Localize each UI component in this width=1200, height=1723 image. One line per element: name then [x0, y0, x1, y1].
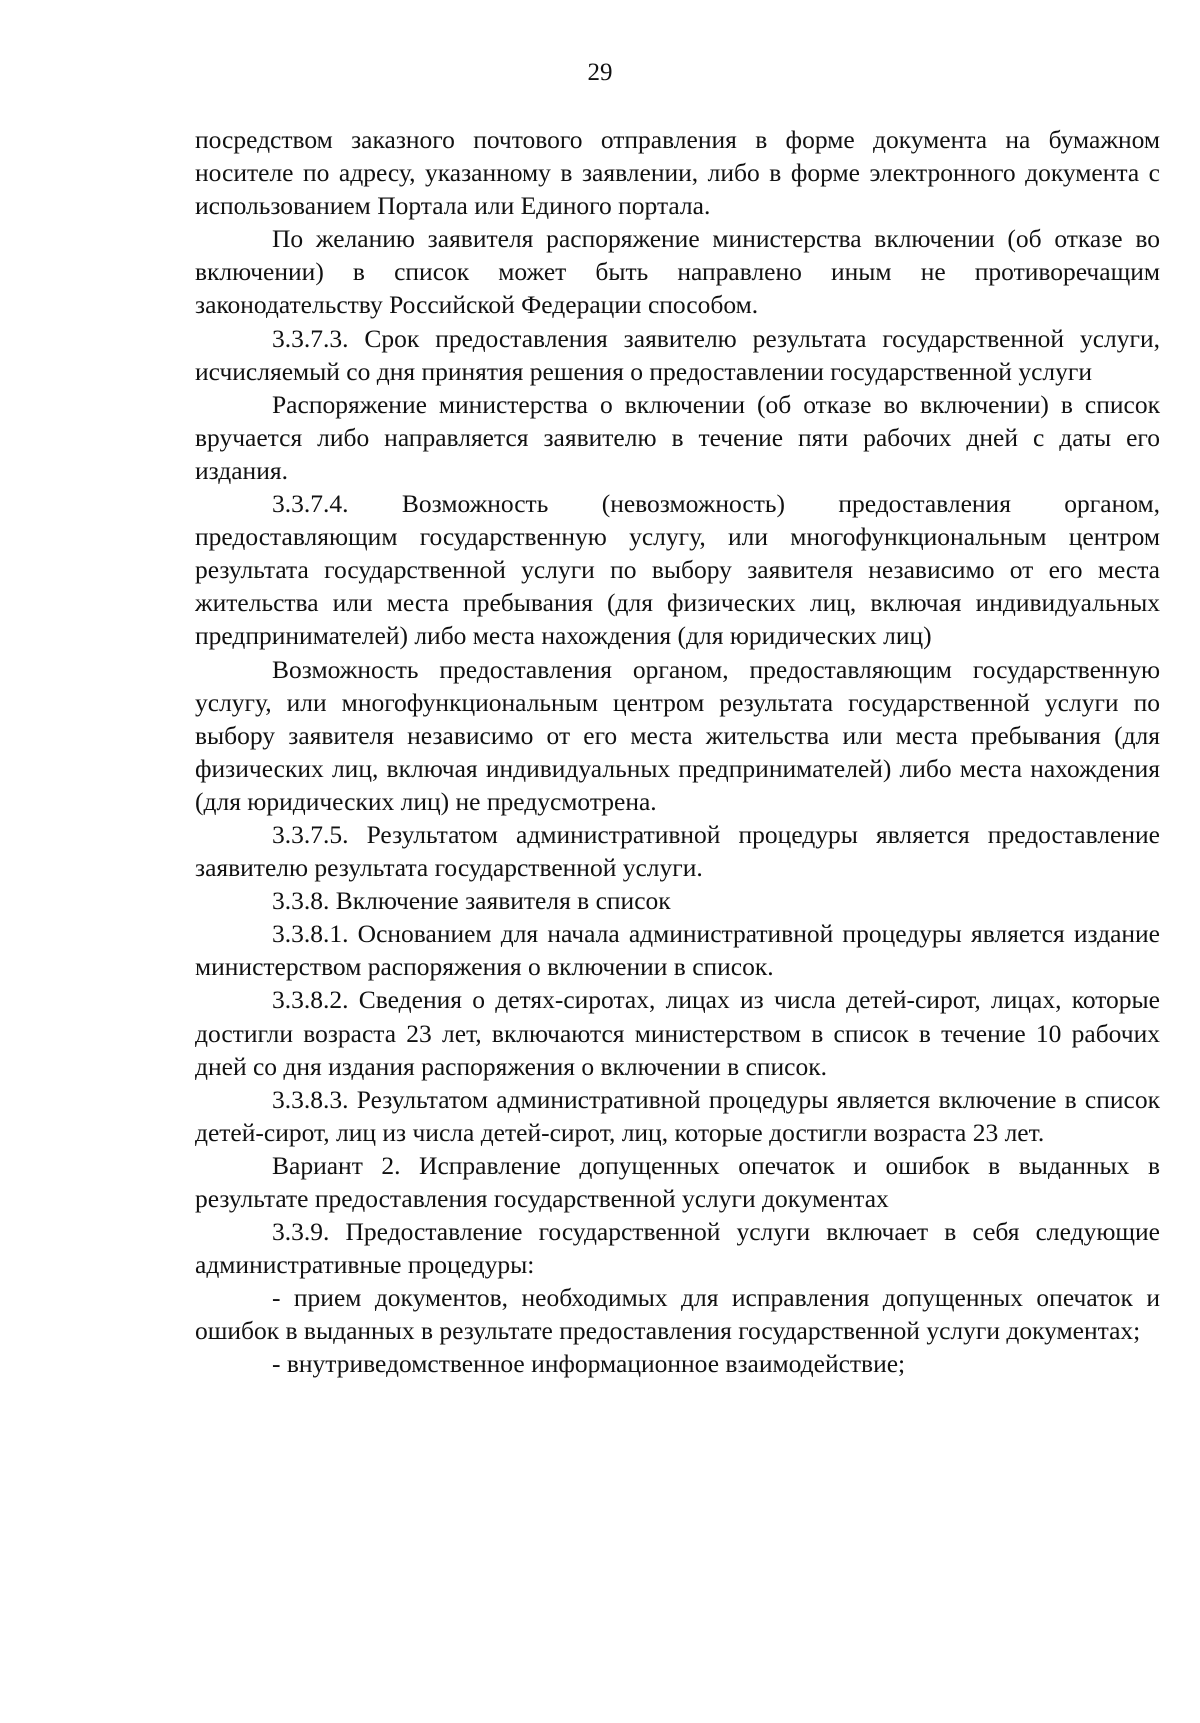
paragraph-1: посредством заказного почтового отправления в форме документа на бумажном носителе по адресу, указанному в заявлении, либо в форме электронного документа с использованием Портала или Единого портала. — [195, 125, 1160, 221]
paragraph-7: 3.3.7.5. Результатом административной процедуры является предоставление заявителю результата государственной услуги. — [195, 819, 1160, 883]
paragraph-12: Вариант 2. Исправление допущенных опечаток и ошибок в выданных в результате предоставления государственной услуги документах — [195, 1150, 1160, 1213]
paragraph-4: Распоряжение министерства о включении (об отказе во включении) в список вручается либо направляется заявителю в течение пяти рабочих дней с даты его издания. — [195, 389, 1160, 485]
paragraph-11: 3.3.8.3. Результатом административной процедуры является включение в список детей-сирот, лиц из числа детей-сирот, лиц, которые достигли возраста 23 лет. — [195, 1084, 1160, 1147]
paragraph-9: 3.3.8.1. Основанием для начала административной процедуры является издание министерством распоряжения о включении в список. — [195, 919, 1160, 982]
paragraph-13: 3.3.9. Предоставление государственной услуги включает в себя следующие административные процедуры: — [195, 1217, 1160, 1280]
paragraph-8: 3.3.8. Включение заявителя в список — [272, 886, 671, 916]
paragraph-14: - прием документов, необходимых для исправления допущенных опечаток и ошибок в выданных в результате предоставления государственной услуги документах; — [195, 1283, 1160, 1346]
paragraph-6: Возможность предоставления органом, предоставляющим государственную услугу, или многофункциональным центром результата государственной услуги по выбору заявителя независимо от его места жительства или места пребывания (для физических лиц, включая индивидуальных предпринимателей) либо места нахождения (для юридических лиц) не предусмотрена. — [195, 654, 1160, 816]
document-body — [195, 123, 1160, 1381]
paragraph-5: 3.3.7.4. Возможность (невозможность) предоставления органом, предоставляющим государственную услугу, или многофункциональным центром результата государственной услуги по выбору заявителя независимо от его места жительства или места пребывания (для физических лиц, включая индивидуальных предпринимателей) либо места нахождения (для юридических лиц) — [195, 489, 1160, 651]
paragraph-2: По желанию заявителя распоряжение министерства включении (об отказе во включении) в список может быть направлено иным не противоречащим законодательству Российской Федерации способом. — [195, 224, 1160, 320]
paragraph-3: 3.3.7.3. Срок предоставления заявителю результата государственной услуги, исчисляемый со дня принятия решения о предоставлении государственной услуги — [195, 323, 1160, 386]
page-number: 29 — [587, 59, 613, 86]
paragraph-10: 3.3.8.2. Сведения о детях-сиротах, лицах из числа детей-сирот, лицах, которые достигли возраста 23 лет, включаются министерством в список в течение 10 рабочих дней со дня издания распоряжения о включении в список. — [195, 985, 1160, 1081]
paragraph-15: - внутриведомственное информационное взаимодействие; — [272, 1349, 906, 1379]
